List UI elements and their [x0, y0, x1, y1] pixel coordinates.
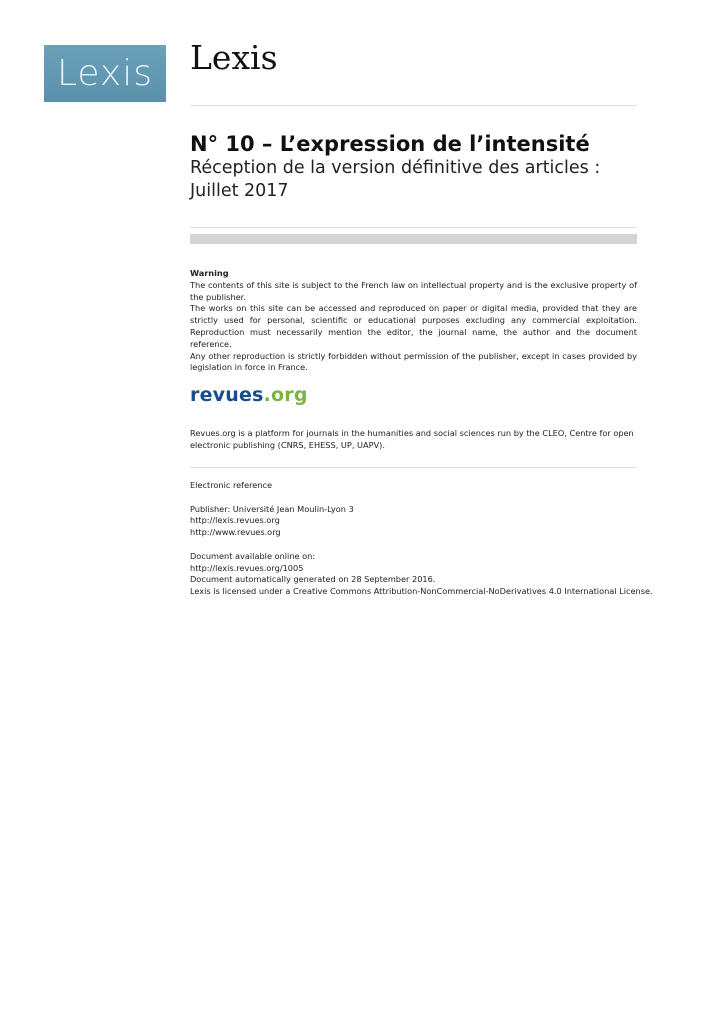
- publisher-line: Publisher: Université Jean Moulin-Lyon 3: [190, 503, 354, 514]
- warning-heading: Warning: [190, 268, 229, 278]
- journal-title: Lexis: [190, 38, 278, 77]
- license-text: Lexis is licensed under a Creative Commons Attribution-NonCommercial-NoDerivatives 4.0 International License.: [190, 586, 653, 597]
- generated-date: Document automatically generated on 28 September 2016.: [190, 574, 436, 585]
- warning-paragraph: Any other reproduction is strictly forbidden without permission of the publisher, except in cases provided by legislation in force in France.: [190, 350, 637, 373]
- divider: [190, 467, 637, 468]
- warning-paragraph: The works on this site can be accessed and reproduced on paper or digital media, provided that they are strictly used for personal, scientific or educational purposes excluding any commercial exploitation. Reproduction must necessarily mention the editor, the journal name, the author and the document reference.: [190, 303, 637, 349]
- revues-logo-part1: revues: [190, 384, 264, 406]
- revues-logo-part2: .org: [263, 384, 308, 406]
- issue-title: N° 10 – L’expression de l’intensité: [190, 132, 590, 156]
- divider: [190, 105, 637, 106]
- journal-link[interactable]: http://lexis.revues.org: [190, 515, 280, 526]
- divider: [190, 227, 637, 228]
- journal-logo: [44, 45, 166, 102]
- warning-paragraph: The contents of this site is subject to the French law on intellectual property and is the exclusive property of the publisher.: [190, 279, 637, 302]
- electronic-reference-label: Electronic reference: [190, 480, 273, 490]
- journal-logo-text: Lexis: [56, 52, 153, 94]
- document-link[interactable]: http://lexis.revues.org/1005: [190, 562, 304, 573]
- available-label: Document available online on:: [190, 550, 316, 561]
- separator-bar: [190, 234, 637, 244]
- warning-notice: [190, 268, 637, 374]
- platform-description: Revues.org is a platform for journals in the humanities and social sciences run by the CLEO, Centre for open electronic publishing (CNRS, EHESS, UP, UAPV).: [190, 428, 634, 450]
- electronic-reference: [190, 480, 653, 598]
- issue-subtitle: Réception de la version définitive des articles : Juillet 2017: [190, 158, 601, 201]
- revues-org-logo[interactable]: [190, 384, 308, 406]
- revues-link[interactable]: http://www.revues.org: [190, 527, 281, 538]
